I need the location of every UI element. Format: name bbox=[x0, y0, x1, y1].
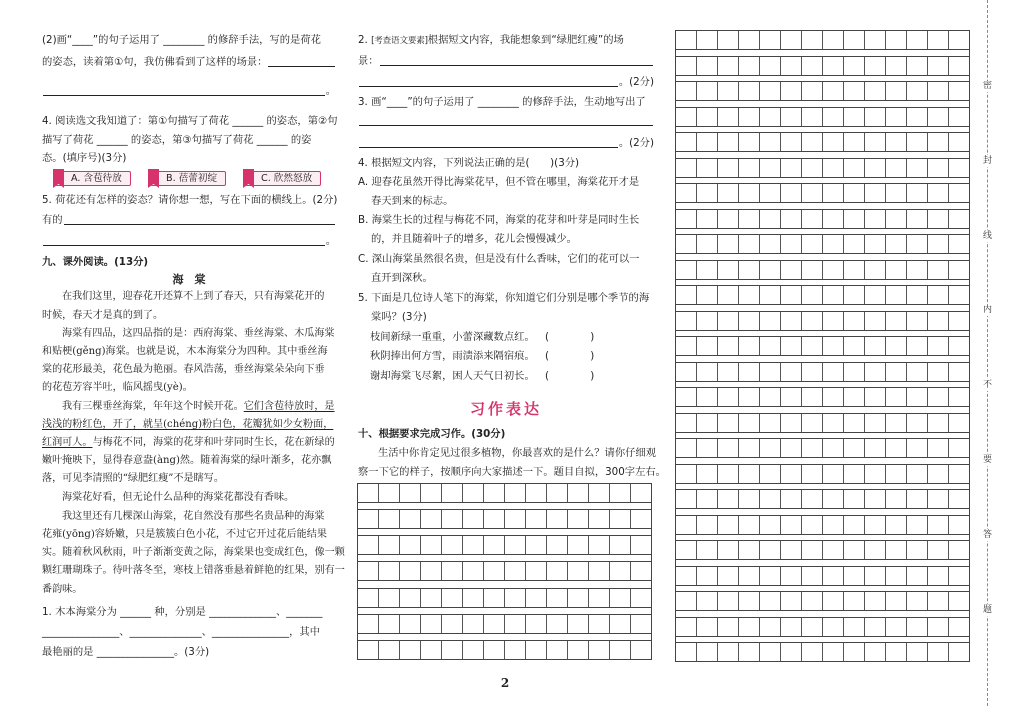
question-4-line-1: 4. 阅读选文我知道了：第①句描写了荷花 ______ 的姿态，第②句 bbox=[42, 115, 338, 127]
skill-tag: [考查语文要素] bbox=[371, 36, 428, 46]
binding-char: 题 bbox=[982, 605, 992, 615]
question-5-line-2 bbox=[42, 212, 336, 228]
choice-b-line-1: B. 海棠生长的过程与梅花不同，海棠的花芽和叶芽是同时生长 bbox=[358, 214, 640, 226]
poem-text: 秋阴捧出何方雪，雨渍添来隔宿痕。 bbox=[370, 350, 535, 362]
passage-line: 在我们这里，迎春花开还算不上到了春天，只有海棠花开的 bbox=[62, 291, 325, 302]
grid-row bbox=[676, 285, 969, 305]
question-4-line-2: 描写了荷花 ______ 的姿态，第③句描写了荷花 ______ 的姿 bbox=[42, 134, 312, 146]
option-a-tag bbox=[55, 171, 131, 186]
binding-char: 封 bbox=[982, 156, 992, 166]
grid-row bbox=[676, 56, 969, 76]
grid-row bbox=[358, 509, 651, 529]
option-c-tag bbox=[245, 171, 321, 186]
question-2-2-line-3 bbox=[42, 83, 336, 99]
passage-line: 海棠花好看，但无论什么品种的海棠花都没有香味。 bbox=[62, 492, 295, 503]
underlined-sentence: 它们含苞待放时，是 bbox=[243, 401, 335, 412]
question-4-line-3: 态。(填序号)(3分) bbox=[42, 152, 127, 164]
poem-line bbox=[358, 348, 654, 364]
grid-row bbox=[676, 464, 969, 484]
grid-row bbox=[358, 483, 651, 503]
prompt-line-1: 生活中你肯定见过很多植物，你最喜欢的是什么？请你仔细观 bbox=[378, 447, 657, 459]
question-5-line-3 bbox=[42, 233, 336, 249]
answer-line bbox=[359, 75, 618, 87]
prompt-line-2: 察一下它的样子，按顺序向大家描述一下。题目自拟，300字左右。 bbox=[358, 466, 666, 478]
passage-line: 颗红珊瑚珠子。待叶落冬至，寒枝上错落垂悬着鲜艳的红果，别有一 bbox=[42, 565, 345, 576]
answer-paren: ( ) bbox=[545, 370, 595, 382]
answer-line bbox=[359, 136, 618, 148]
question-1-line-3: 最艳丽的是 _______________。(3分) bbox=[42, 646, 210, 658]
question-2-line-2 bbox=[358, 53, 654, 69]
grid-row bbox=[676, 209, 969, 229]
passage-line: 落，可见李清照的“绿肥红瘦”不是瞎写。 bbox=[42, 473, 224, 484]
passage-line: 实。随着秋风秋雨，叶子渐渐变黄之际，海棠果也变成红色，像一颗 bbox=[42, 547, 345, 558]
grid-row bbox=[676, 515, 969, 535]
passage-line: 的花苞芳容半吐，临风摇曳(yè)。 bbox=[42, 382, 193, 393]
grid-row bbox=[676, 438, 969, 458]
grid-row bbox=[676, 540, 969, 560]
passage-line bbox=[42, 399, 335, 415]
grid-row bbox=[358, 588, 651, 608]
line-end-period: 。 bbox=[325, 85, 336, 97]
answer-line bbox=[43, 84, 325, 96]
option-b-label: B. 蓓蕾初绽 bbox=[166, 173, 218, 184]
passage-line: 棠的花形最美，花色最为艳丽。春风浩荡，垂丝海棠朵朵向下垂 bbox=[42, 364, 325, 375]
writing-grid-middle bbox=[357, 483, 652, 660]
poem-text: 枝间新绿一重重，小蕾深藏数点红。 bbox=[370, 331, 535, 343]
grid-row bbox=[676, 158, 969, 178]
question-4-stem: 4. 根据短文内容，下列说法正确的是( )(3分) bbox=[358, 157, 580, 169]
binding-char: 密 bbox=[982, 81, 992, 91]
choice-a-line-2: 春天到来的标志。 bbox=[371, 195, 454, 207]
grid-row bbox=[676, 311, 969, 331]
section-10-heading: 十、根据要求完成习作。(30分) bbox=[358, 428, 506, 440]
answer-line bbox=[43, 234, 325, 246]
question-4-options bbox=[42, 171, 336, 187]
question-2-2-line-2 bbox=[42, 54, 336, 70]
binding-char: 不 bbox=[982, 380, 992, 390]
option-b-tag bbox=[150, 171, 226, 186]
passage-line: 海棠有四品，这四品指的是：西府海棠、垂丝海棠、木瓜海棠 bbox=[62, 328, 335, 339]
choice-b-line-2: 的，并且随着叶子的增多，花儿会慢慢减少。 bbox=[371, 233, 577, 245]
question-5-line-1: 5. 下面是几位诗人笔下的海棠，你知道它们分别是哪个季节的海 bbox=[358, 292, 650, 304]
binding-char: 要 bbox=[982, 455, 992, 465]
question-text: 景： bbox=[358, 55, 379, 67]
grid-row bbox=[676, 591, 969, 611]
answer-paren: ( ) bbox=[545, 331, 595, 343]
question-1-line-1: 1. 木本海棠分为 ______ 种，分别是 _____________、_______ bbox=[42, 606, 323, 618]
answer-line bbox=[64, 213, 335, 225]
grid-row bbox=[676, 362, 969, 382]
score-label: 。(2分) bbox=[618, 76, 654, 88]
choice-c-line-1: C. 深山海棠虽然很名贵，但是没有什么香味，它们的花可以一 bbox=[358, 253, 640, 265]
grid-row bbox=[358, 535, 651, 555]
question-2-2-text: 的姿态，读着第①句，我仿佛看到了这样的场景： bbox=[42, 56, 268, 68]
passage-line: 我这里还有几棵深山海棠，花自然没有那些名贵品种的海棠 bbox=[62, 511, 325, 522]
option-a-label: A. 含苞待放 bbox=[71, 173, 122, 184]
question-5-line-1: 5. 荷花还有怎样的姿态？请你想一想，写在下面的横线上。(2分) bbox=[42, 194, 338, 206]
answer-line bbox=[359, 114, 653, 126]
grid-row bbox=[676, 387, 969, 407]
question-number: 2. bbox=[358, 34, 372, 46]
grid-row bbox=[676, 336, 969, 356]
grid-row bbox=[676, 30, 969, 50]
grid-row bbox=[676, 489, 969, 509]
question-5-line-2: 棠吗？(3分) bbox=[371, 311, 427, 323]
ribbon-icon bbox=[53, 169, 64, 188]
answer-line bbox=[380, 54, 653, 66]
passage-line: 番韵味。 bbox=[42, 584, 83, 595]
question-text: 根据短文内容，我能想象到“绿肥红瘦”的场 bbox=[427, 34, 624, 46]
passage-line: 时候，春天才是真的到了。 bbox=[42, 310, 164, 321]
passage-text: 我有三棵垂丝海棠，年年这个时候开花。 bbox=[62, 401, 244, 412]
grid-row bbox=[676, 234, 969, 254]
passage-line: 花雍(yōng)容娇嫩，只是簇簇白色小花，不过它开过花后能结果 bbox=[42, 529, 327, 540]
page-number: 2 bbox=[500, 676, 510, 690]
passage-text: 与梅花不同，海棠的花芽和叶芽同时生长，花在新绿的 bbox=[92, 437, 335, 448]
question-2-line-3 bbox=[358, 74, 654, 90]
question-2-line-1 bbox=[358, 32, 624, 49]
grid-row bbox=[676, 617, 969, 637]
passage-title: 海 棠 bbox=[172, 273, 206, 286]
passage-line: 嫩叶掩映下，显得春意盎(àng)然。随着海棠的绿叶渐多，花亦飘 bbox=[42, 455, 332, 466]
middle-column bbox=[358, 0, 666, 706]
underlined-sentence: 浅浅的粉红色，开了，就呈(chéng)粉白色，花瓣犹如少女粉面， bbox=[42, 419, 334, 430]
choice-c-line-2: 直开到深秋。 bbox=[371, 272, 433, 284]
passage-line bbox=[42, 417, 333, 433]
question-3-line-2 bbox=[358, 114, 654, 129]
grid-row bbox=[358, 640, 651, 660]
binding-dashed-line bbox=[987, 0, 988, 706]
ribbon-icon bbox=[148, 169, 159, 188]
section-9-heading: 九、课外阅读。(13分) bbox=[42, 256, 149, 268]
grid-row bbox=[676, 260, 969, 280]
poem-line bbox=[358, 329, 654, 345]
underlined-sentence: 红润可人。 bbox=[42, 437, 93, 448]
answer-paren: ( ) bbox=[545, 350, 595, 362]
passage-line: 和贴梗(gěng)海棠。也就是说，木本海棠分为四种。其中垂丝海 bbox=[42, 346, 328, 357]
passage-line bbox=[42, 435, 335, 451]
writing-grid-right bbox=[675, 30, 970, 662]
question-3-line-1: 3. 画“____”的句子运用了 ________ 的修辞手法，生动地写出了 bbox=[358, 96, 646, 108]
grid-row bbox=[358, 561, 651, 581]
grid-row bbox=[676, 107, 969, 127]
option-c-label: C. 欣然怒放 bbox=[261, 173, 313, 184]
question-5-prefix: 有的 bbox=[42, 214, 63, 226]
score-label: 。(2分) bbox=[618, 137, 654, 149]
question-1-line-2: _______________、______________、_______________，其中 bbox=[42, 626, 321, 638]
grid-row bbox=[676, 413, 969, 433]
line-end-period: 。 bbox=[325, 235, 336, 247]
grid-row bbox=[676, 81, 969, 101]
grid-row bbox=[676, 132, 969, 152]
left-column bbox=[42, 0, 345, 706]
grid-row bbox=[358, 614, 651, 634]
question-3-line-3 bbox=[358, 135, 654, 151]
choice-a-line-1: A. 迎春花虽然开得比海棠花早，但不管在哪里，海棠花开才是 bbox=[358, 176, 640, 188]
grid-row bbox=[676, 566, 969, 586]
poem-text: 谢却海棠飞尽絮，困人天气日初长。 bbox=[370, 370, 535, 382]
binding-char: 内 bbox=[982, 305, 992, 315]
grid-row bbox=[676, 183, 969, 203]
grid-row bbox=[676, 642, 969, 662]
poem-line bbox=[358, 368, 654, 384]
writing-section-heading: 习作表达 bbox=[469, 400, 542, 418]
binding-char: 答 bbox=[982, 530, 992, 540]
ribbon-icon bbox=[243, 169, 254, 188]
question-2-2-line-1: (2)画“____”的句子运用了 ________ 的修辞手法，写的是荷花 bbox=[42, 34, 321, 46]
answer-line bbox=[268, 55, 335, 67]
binding-char: 线 bbox=[982, 231, 992, 241]
